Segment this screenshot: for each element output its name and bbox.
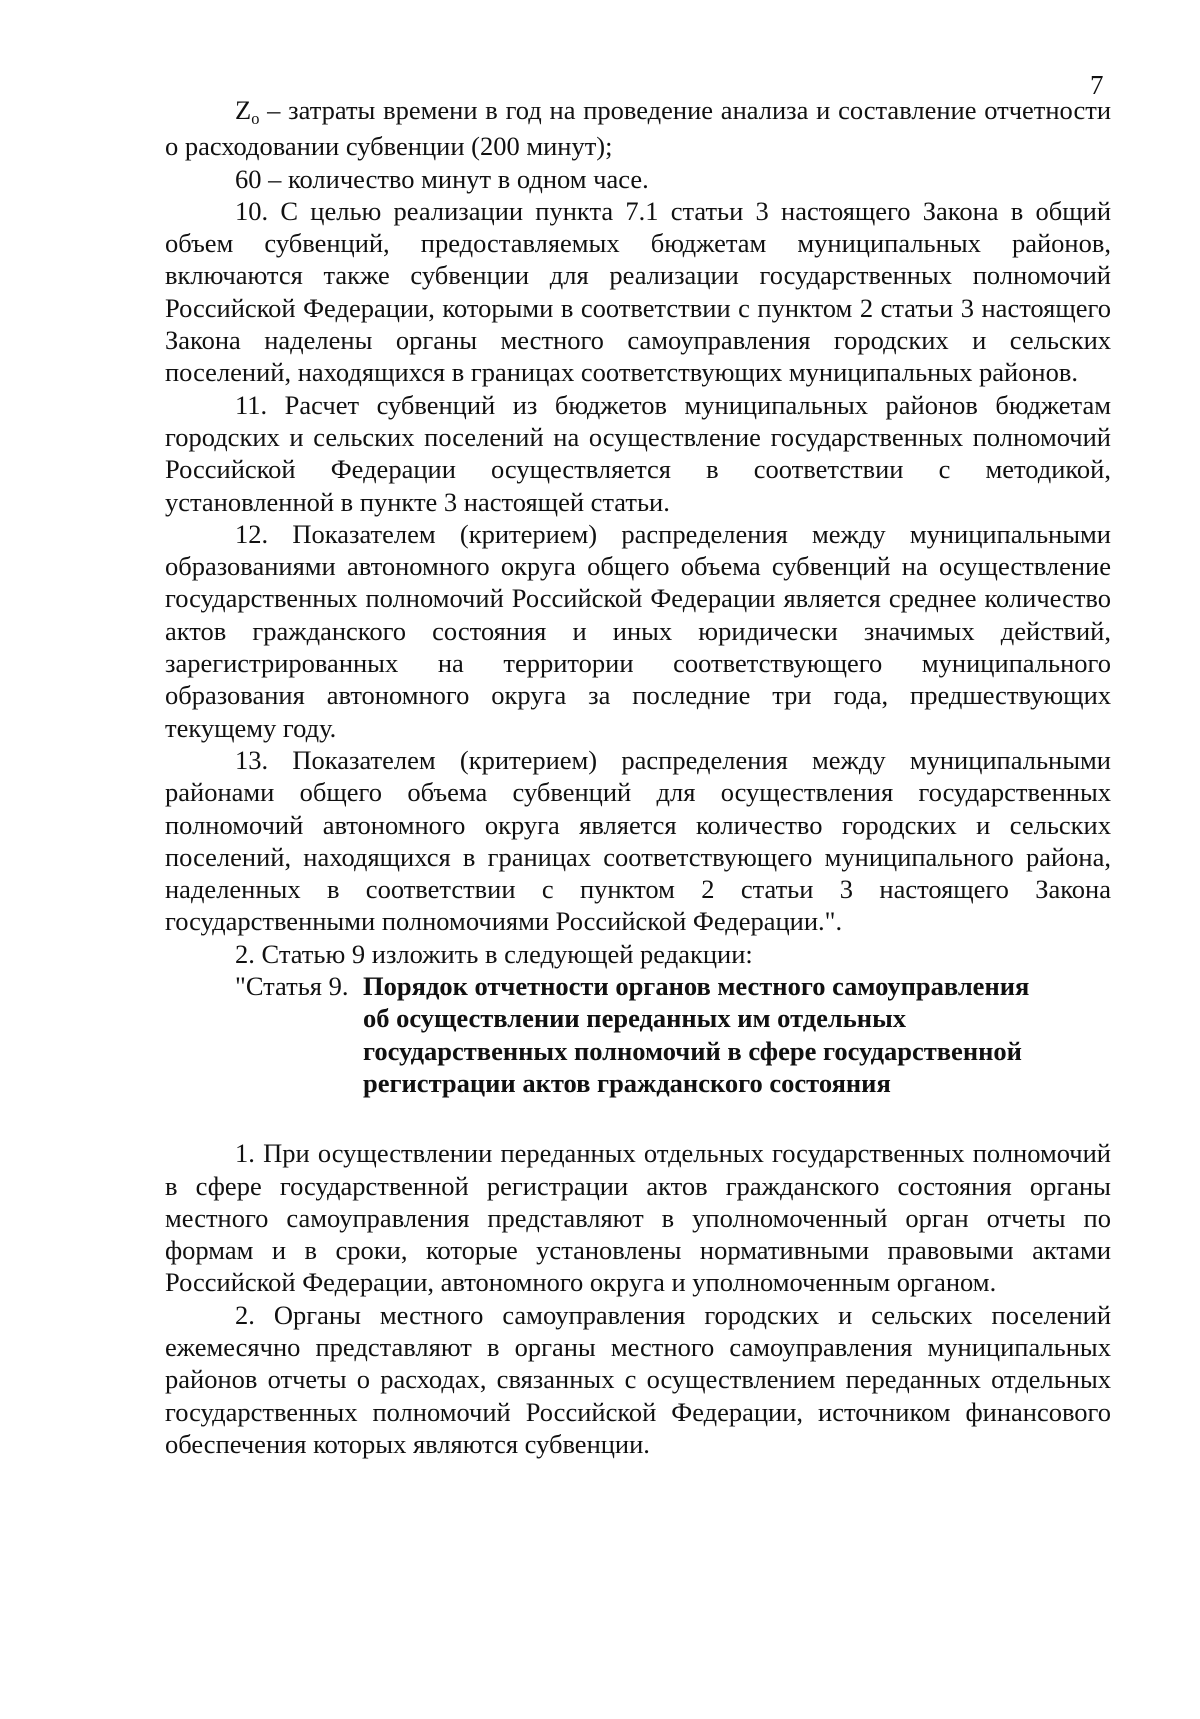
paragraph-article-9-amendment: 2. Статью 9 изложить в следующей редакции: bbox=[235, 938, 753, 969]
paragraph-10: 10. С целью реализации пункта 7.1 статьи 3 настоящего Закона в общий объем субвенций, предоставляемых бюджетам муниципальных районов, включаются также субвенции для реализации государственных полномочий Российской Федерации, которыми в соответствии с пунктом 2 статьи 3 настоящего Закона наделены органы местного самоуправления городских и сельских поселений, находящихся в границах соответствующих муниципальных районов. bbox=[165, 195, 1111, 388]
paragraph-13: 13. Показателем (критерием) распределения между муниципальными районами общего объема субвенций для осуществления государственных полномочий автономного округа является количество городских и сельских поселений, находящихся в границах соответствующего муниципального района, наделенных в соответствии с пунктом 2 статьи 3 настоящего Закона государственными полномочиями Российской Федерации.". bbox=[165, 744, 1111, 937]
page-number: 7 bbox=[1090, 70, 1104, 100]
paragraph-12: 12. Показателем (критерием) распределения между муниципальными образованиями автономного округа общего объема субвенций на осуществление государственных полномочий Российской Федерации является среднее количество актов гражданского состояния и иных юридически значимых действий, зарегистрированных на территории соответствующего муниципального образования автономного округа за последние три года, предшествующих текущему году. bbox=[165, 518, 1111, 743]
heading-spacer bbox=[165, 1099, 1111, 1137]
paragraph-z0-definition bbox=[165, 94, 1111, 163]
article-9-title-line: регистрации актов гражданского состояния bbox=[363, 1067, 891, 1098]
article-9-prefix: "Статья 9. bbox=[235, 971, 349, 1002]
article-9-title-line: Порядок отчетности органов местного самоуправления bbox=[363, 971, 1030, 1002]
article-9-title bbox=[363, 970, 1111, 1099]
article-9-title-line: об осуществлении переданных им отдельных bbox=[363, 1003, 907, 1034]
paragraph-minutes-definition: 60 – количество минут в одном часе. bbox=[235, 163, 649, 194]
article-9-title-line: государственных полномочий в сфере государственной bbox=[363, 1035, 1022, 1066]
document-body bbox=[165, 94, 1111, 1460]
z0-definition-text: – затраты времени в год на проведение анализа и составление отчетности о расходовании субвенции (200 минут); bbox=[165, 95, 1111, 162]
article-9-heading bbox=[165, 970, 1111, 1099]
article-9-paragraph-1: 1. При осуществлении переданных отдельных государственных полномочий в сфере государственной регистрации актов гражданского состояния органы местного самоуправления представляют в уполномоченный орган отчеты по формам и в сроки, которые установлены нормативными правовыми актами Российской Федерации, автономного округа и уполномоченным органом. bbox=[165, 1138, 1111, 1298]
paragraph-11: 11. Расчет субвенций из бюджетов муниципальных районов бюджетам городских и сельских поселений на осуществление государственных полномочий Российской Федерации осуществляется в соответствии с методикой, установленной в пункте 3 настоящей статьи. bbox=[165, 389, 1111, 517]
article-9-paragraph-2: 2. Органы местного самоуправления городских и сельских поселений ежемесячно представляют в органы местного самоуправления муниципальных районов отчеты о расходах, связанных с осуществлением переданных отдельных государственных полномочий Российской Федерации, источником финансового обеспечения которых являются субвенции. bbox=[165, 1299, 1111, 1459]
z0-symbol: Z bbox=[235, 95, 252, 125]
z0-subscript: о bbox=[251, 109, 260, 128]
